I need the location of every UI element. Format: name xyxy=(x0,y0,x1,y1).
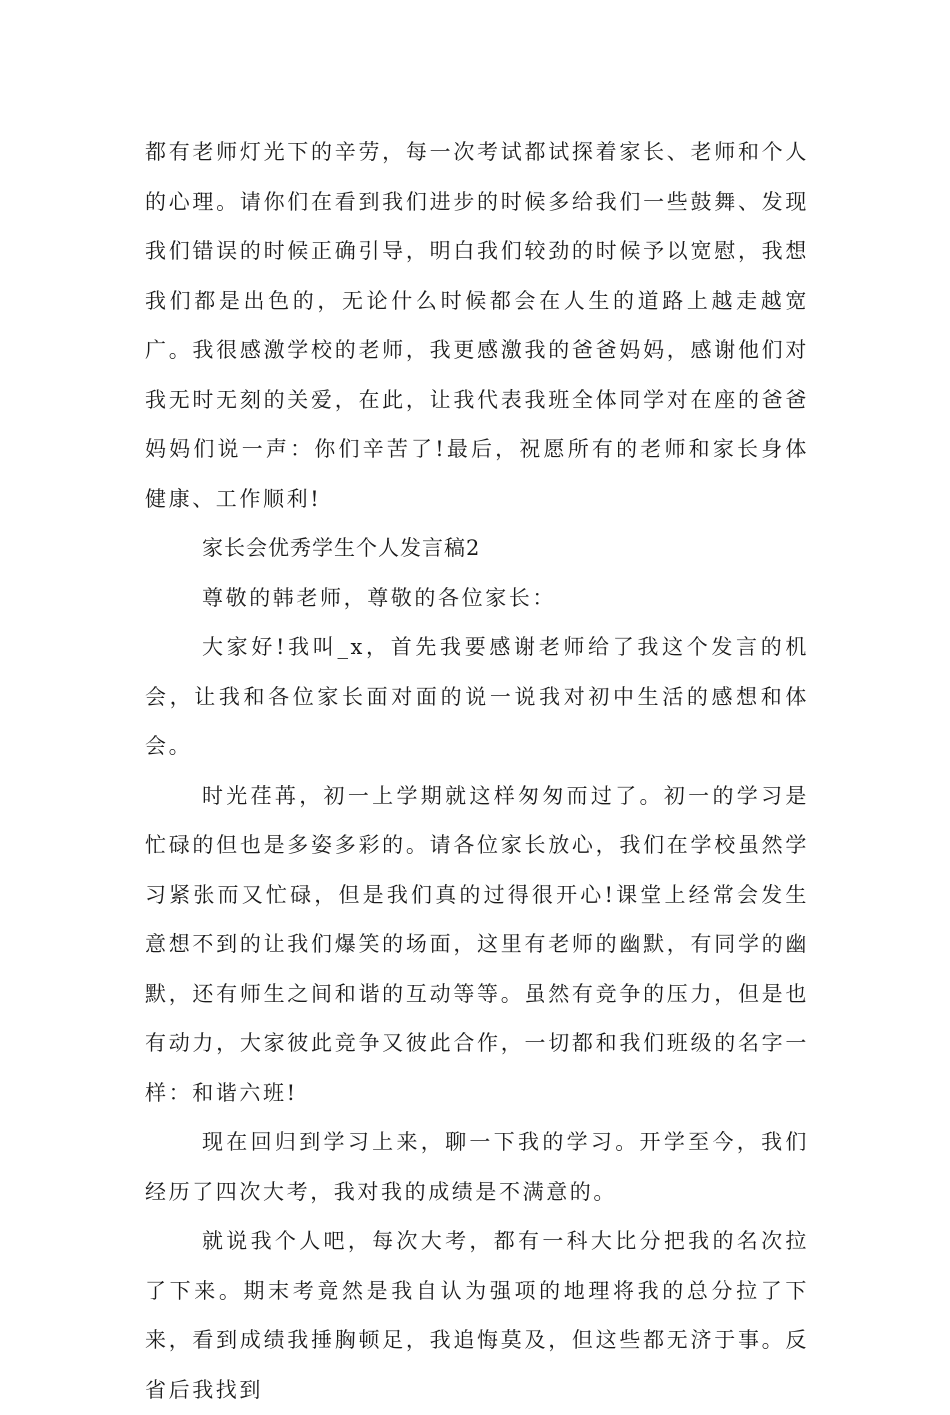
paragraph-study: 现在回归到学习上来，聊一下我的学习。开学至今，我们经历了四次大考，我对我的成绩是不满意的。 xyxy=(145,1130,809,1204)
paragraph-salutation: 尊敬的韩老师，尊敬的各位家长： xyxy=(202,585,556,610)
document-body xyxy=(145,128,809,1415)
paragraph-reflection: 就说我个人吧，每次大考，都有一科大比分把我的名次拉了下来。期末考竟然是我自认为强项的地理将我的总分拉了下来，看到成绩我捶胸顿足，我追悔莫及，但这些都无济于事。反省后我找到 xyxy=(145,1229,809,1402)
section-heading: 家长会优秀学生个人发言稿2 xyxy=(202,536,481,560)
paragraph-continuation: 都有老师灯光下的辛劳，每一次考试都试探着家长、老师和个人的心理。请你们在看到我们进步的时候多给我们一些鼓舞、发现我们错误的时候正确引导，明白我们较劲的时候予以宽慰，我想我们都是出色的，无论什么时候都会在人生的道路上越走越宽广。我很感激学校的老师，我更感激我的爸爸妈妈，感谢他们对我无时无刻的关爱，在此，让我代表我班全体同学对在座的爸爸妈妈们说一声：你们辛苦了!最后，祝愿所有的老师和家长身体健康、工作顺利! xyxy=(145,140,809,511)
paragraph-school-life: 时光荏苒，初一上学期就这样匆匆而过了。初一的学习是忙碌的但也是多姿多彩的。请各位家长放心，我们在学校虽然学习紧张而又忙碌，但是我们真的过得很开心!课堂上经常会发生意想不到的让我们爆笑的场面，这里有老师的幽默，有同学的幽默，还有师生之间和谐的互动等等。虽然有竞争的压力，但是也有动力，大家彼此竞争又彼此合作，一切都和我们班级的名字一样：和谐六班! xyxy=(145,783,809,1105)
paragraph-greeting: 大家好!我叫_x，首先我要感谢老师给了我这个发言的机会，让我和各位家长面对面的说一说我对初中生活的感想和体会。 xyxy=(145,635,809,758)
